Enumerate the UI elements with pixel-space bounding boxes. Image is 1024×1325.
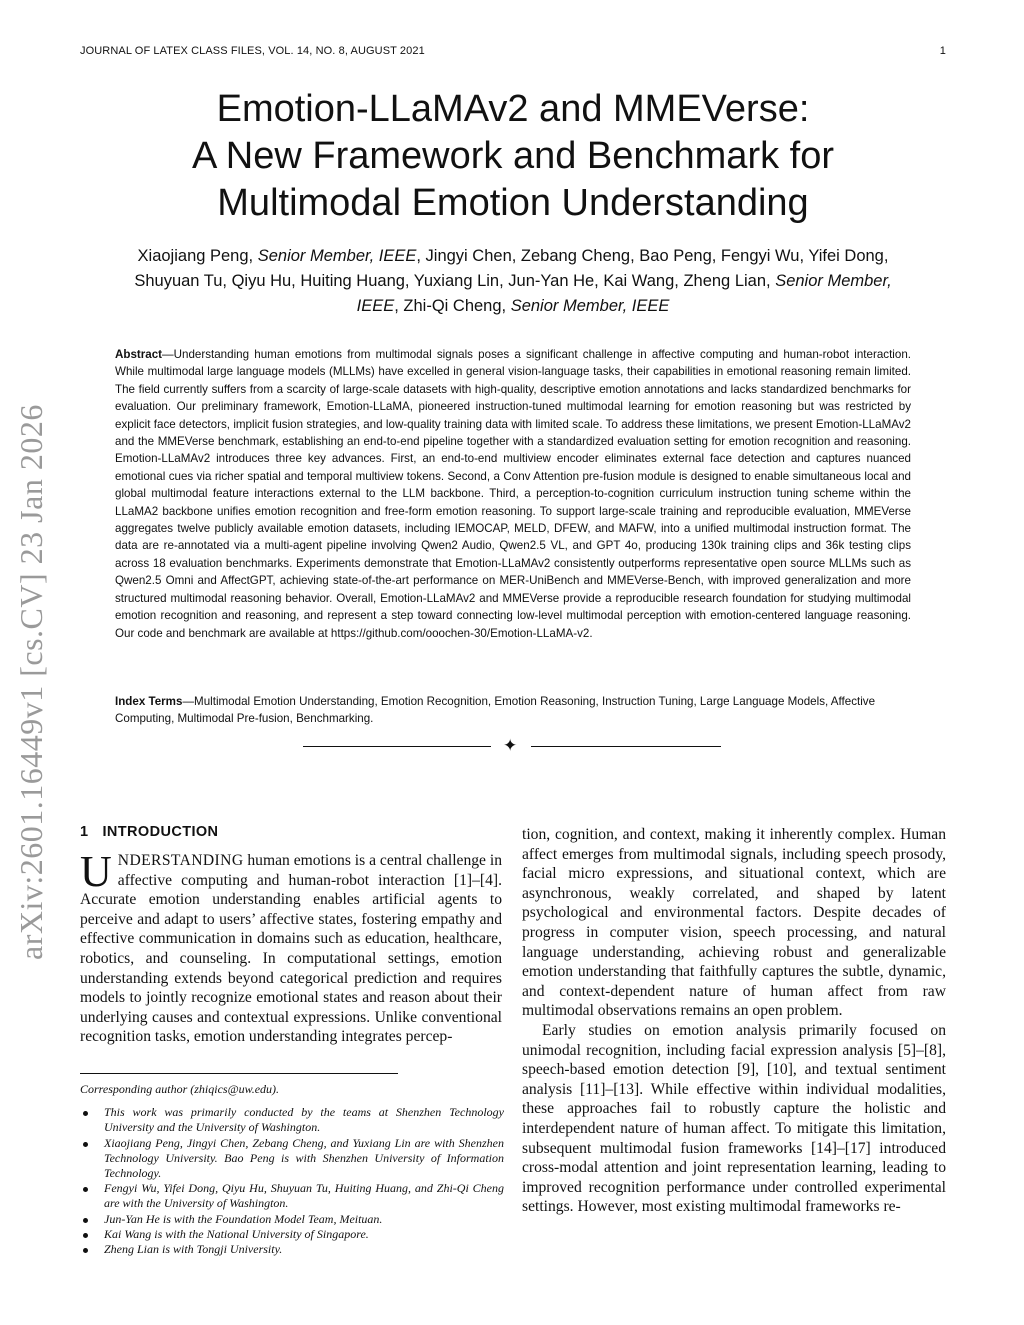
body-column-right [522,825,946,1217]
intro-paragraph: UNDERSTANDING human emotions is a central challenge in affective computing and human-robot interaction [1]–[4]. Accurate emotion understanding enables artificial agents to perceive and adapt to users’ affective states, fostering empathy and effective communication in domains such as education, healthcare, robotics, and counseling. In computational settings, emotion understanding extends beyond categorical prediction and requires models to jointly recognize emotional states and reason about their underlying causes and contextual expressions. Unlike conventional recognition tasks, emotion understanding integrates percep- [80,847,502,1046]
divider-ornament-icon: ✦ [503,736,518,756]
affiliation-item: Xiaojiang Peng, Jingyi Chen, Zebang Cheng, and Yuxiang Lin are with Shenzhen Technology University. Bao Peng is with Shenzhen University of Information Technology. [80,1136,504,1182]
footnote-rule [80,1073,398,1074]
section-divider-right [531,746,721,747]
affiliation-list [80,1105,504,1257]
affiliation-item: Zheng Lian is with Tongji University. [80,1242,504,1257]
journal-name: JOURNAL OF LATEX CLASS FILES, VOL. 14, NO. 8, AUGUST 2021 [80,45,425,57]
affiliation-item: Jun-Yan He is with the Foundation Model Team, Meituan. [80,1212,504,1227]
arxiv-identifier[interactable]: arXiv:2601.16449v1 [cs.CV] 23 Jan 2026 [13,404,49,960]
body-column-left [80,847,502,1047]
page-number: 1 [939,45,946,57]
abstract-text: —Understanding human emotions from multimodal signals poses a significant challenge in affective computing and human-robot interaction. While multimodal large language models (MLLMs) have excelled in general vision-language tasks, their capabilities in emotional reasoning remain limited. The field currently suffers from a scarcity of large-scale datasets with high-quality, descriptive emotion annotations and lacks standardized benchmarks for evaluation. Our preliminary framework, Emotion-LLaMA, pioneered instruction-tuned multimodal learning for emotion reasoning but was restricted by explicit face detectors, implicit fusion strategies, and low-quality training data with limited scale. To address these limitations, we present Emotion-LLaMAv2 and the MMEVerse benchmark, establishing an end-to-end pipeline together with a standardized evaluation setting for emotion recognition and reasoning. Emotion-LLaMAv2 introduces three key advances. First, an end-to-end multiview encoder eliminates external face detection and captures nuanced emotional cues via richer spatial and temporal multiview tokens. Second, a Conv Attention pre-fusion module is designed to enable simultaneous local and global multimodal feature interactions external to the LLM backbone. Third, a perception-to-cognition curriculum instruction tuning scheme within the LLaMA2 backbone unifies emotion recognition and free-form emotion reasoning. To support large-scale training and reproducible evaluation, MMEVerse aggregates twelve publicly available emotion datasets, including IEMOCAP, MELD, DFEW, and MAFW, into a unified multimodal instruction format. The data are re-annotated via a multi-agent pipeline involving Qwen2 Audio, Qwen2.5 VL, and GPT 4o, producing 130k training clips and 36k testing clips across 18 evaluation benchmarks. Experiments demonstrate that Emotion-LLaMAv2 consistently outperforms representative open source MLLMs such as Qwen2.5 Omni and AffectGPT, achieving state-of-the-art performance on MER-UniBench and MMEVerse-Bench, with improved generalization and more structured multimodal reasoning behavior. Overall, Emotion-LLaMAv2 and MMEVerse provide a reproducible research foundation for studying multimodal emotion recognition and reasoning, and represent a step toward connecting low-level multimodal perception with emotion-centered language reasoning. Our code and benchmark are available at https://github.com/ooochen-30/Emotion-LLaMA-v2. [115,348,911,640]
index-terms-label: Index Terms [115,695,183,708]
affiliation-item: Fengyi Wu, Yifei Dong, Qiyu Hu, Shuyuan Tu, Huiting Huang, and Zhi-Qi Cheng are with the University of Washington. [80,1181,504,1211]
title-line: Multimodal Emotion Understanding [217,182,809,224]
title-line: A New Framework and Benchmark for [191,135,834,177]
body-paragraph: Early studies on emotion analysis primarily focused on unimodal recognition, including facial expression analysis [5]–[8], speech-based emotion detection [9], [10], and textual sentiment analysis [11]–[13]. While effective within individual modalities, these approaches fail to robustly capture the holistic and interdependent nature of human affect. To mitigate this limitation, subsequent multimodal fusion frameworks [14]–[17] introduced cross-modal attention and joint representation learning, leading to improved recognition performance under controlled experimental settings. However, most existing multimodal frameworks re- [522,1021,946,1216]
section-divider-left [303,746,491,747]
author-line: IEEE, Zhi-Qi Cheng, Senior Member, IEEE [356,297,670,315]
affiliation-item: This work was primarily conducted by the teams at Shenzhen Technology University and the University of Washington. [80,1105,504,1135]
running-head [80,45,946,57]
section-heading [80,824,218,840]
author-line: Shuyuan Tu, Qiyu Hu, Huiting Huang, Yuxiang Lin, Jun-Yan He, Kai Wang, Zheng Lian, Senior Member, [134,272,892,290]
drop-cap: U [80,847,112,896]
author-list [80,244,946,319]
footnotes [80,1082,504,1257]
title-line: Emotion-LLaMAv2 and MMEVerse: [216,88,810,130]
index-terms [115,693,911,728]
affiliation-item: Kai Wang is with the National University of Singapore. [80,1227,504,1242]
intro-paragraph-continued: tion, cognition, and context, making it inherently complex. Human affect emerges from multimodal signals, including speech prosody, facial micro expressions, and situational context, which are asynchronous, weakly correlated, and shaped by latent psychological and environmental factors. Despite decades of progress in computer vision, speech processing, and natural language understanding, achieving robust and generalizable emotion understanding that faithfully captures the subtle, dynamic, and context-dependent nature of human affect from raw multimodal observations remains an open problem. [522,826,946,1020]
section-number: 1 [80,824,89,840]
abstract-label: Abstract [115,348,163,361]
abstract [115,346,911,642]
corresponding-author-note: Corresponding author (zhiqics@uw.edu). [80,1082,280,1096]
author-line: Xiaojiang Peng, Senior Member, IEEE, Jingyi Chen, Zebang Cheng, Bao Peng, Fengyi Wu, Yifei Dong, [137,247,889,265]
section-title: INTRODUCTION [102,824,219,840]
paper-title [80,86,946,227]
index-terms-text: —Multimodal Emotion Understanding, Emotion Recognition, Emotion Reasoning, Instruction Tuning, Large Language Models, Affective Computing, Multimodal Pre-fusion, Benchmarking. [115,695,876,726]
lead-in-smallcaps: NDERSTANDING [117,852,244,869]
